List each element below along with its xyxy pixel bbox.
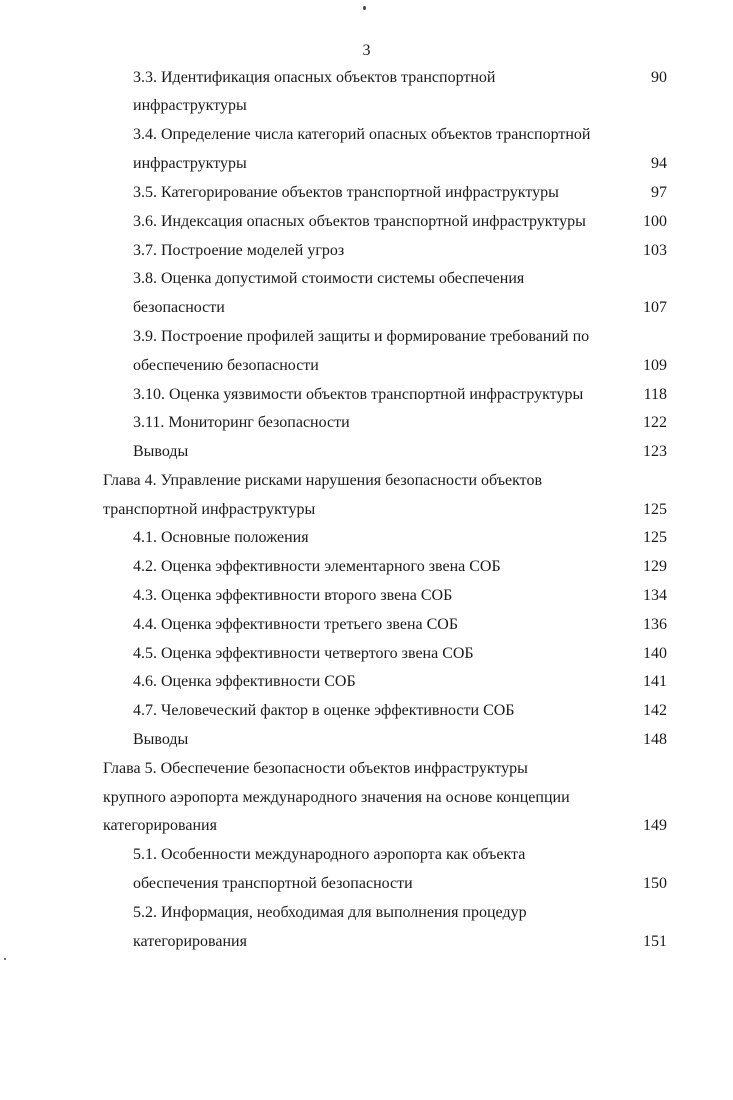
- toc-chapter-5-line-2: крупного аэропорта международного значения на основе концепции: [103, 789, 570, 806]
- toc-entry-3-4-line-2: инфраструктуры: [133, 155, 247, 172]
- toc-entry-3-10-page: 118: [643, 386, 667, 403]
- toc-entry-5-2-line-2: категорирования: [133, 933, 247, 950]
- toc-entry-3-7-page: 103: [643, 242, 667, 259]
- toc-chapter-5-line-1: Глава 5. Обеспечение безопасности объектов инфраструктуры: [103, 760, 528, 777]
- toc-entry-4-1-page: 125: [643, 529, 667, 546]
- toc-entry-3-9-page: 109: [643, 357, 667, 374]
- toc-entry-5-1-line-2: обеспечения транспортной безопасности: [133, 875, 413, 892]
- toc-entry-3-8-line-2: безопасности: [133, 299, 225, 316]
- toc-entry-4-6-page: 141: [643, 673, 667, 690]
- toc-entry-4-2: 4.2. Оценка эффективности элементарного звена СОБ: [133, 558, 501, 575]
- toc-chapter-4-line-1: Глава 4. Управление рисками нарушения безопасности объектов: [103, 472, 543, 489]
- toc-entry-4-6: 4.6. Оценка эффективности СОБ: [133, 673, 356, 690]
- toc-entry-3-9-line-1: 3.9. Построение профилей защиты и формирование требований по: [133, 328, 590, 345]
- toc-entry-3-10: 3.10. Оценка уязвимости объектов транспортной инфраструктуры: [133, 386, 584, 403]
- toc-entry-3-11-page: 122: [643, 414, 667, 431]
- toc-entry-3-6: 3.6. Индексация опасных объектов транспортной инфраструктуры: [133, 213, 586, 230]
- toc-chapter-5-page: 149: [643, 817, 667, 834]
- toc-entry-conclusions-4: Выводы: [133, 731, 189, 748]
- toc-entry-4-1: 4.1. Основные положения: [133, 529, 309, 546]
- toc-entry-3-6-page: 100: [643, 213, 667, 230]
- toc-entry-3-5: 3.5. Категорирование объектов транспортной инфраструктуры: [133, 184, 559, 201]
- toc-chapter-5-line-3: категорирования: [103, 817, 217, 834]
- toc-entry-3-9-line-2: обеспечению безопасности: [133, 357, 319, 374]
- toc-entry-4-4: 4.4. Оценка эффективности третьего звена СОБ: [133, 616, 459, 633]
- toc-entry-5-2-page: 151: [643, 933, 667, 950]
- toc-entry-conclusions-3: Выводы: [133, 443, 189, 460]
- toc-entry-3-4-line-1: 3.4. Определение числа категорий опасных объектов транспортной: [133, 126, 591, 143]
- toc-entry-3-4-page: 94: [651, 155, 667, 172]
- toc-entry-4-5-page: 140: [643, 645, 667, 662]
- toc-entry-3-7: 3.7. Построение моделей угроз: [133, 242, 345, 259]
- toc-chapter-4-page: 125: [643, 501, 667, 518]
- toc-entry-3-3-line-2: инфраструктуры: [133, 97, 247, 114]
- toc-chapter-4-line-2: транспортной инфраструктуры: [103, 501, 316, 518]
- toc-entry-conclusions-4-page: 148: [643, 731, 667, 748]
- toc-entry-3-11: 3.11. Мониторинг безопасности: [133, 414, 350, 431]
- scan-speck: [4, 958, 6, 960]
- toc-entry-3-3-line-1: 3.3. Идентификация опасных объектов транспортной: [133, 69, 496, 86]
- toc-entry-5-1-line-1: 5.1. Особенности международного аэропорта как объекта: [133, 846, 526, 863]
- toc-entry-4-5: 4.5. Оценка эффективности четвертого звена СОБ: [133, 645, 474, 662]
- toc-entry-3-8-page: 107: [643, 299, 667, 316]
- toc-entry-5-2-line-1: 5.2. Информация, необходимая для выполнения процедур: [133, 904, 527, 921]
- toc-entry-3-5-page: 97: [651, 184, 667, 201]
- toc-entry-4-7-page: 142: [643, 702, 667, 719]
- page-number: 3: [362, 42, 371, 59]
- toc-entry-4-4-page: 136: [643, 616, 667, 633]
- toc-entry-4-3-page: 134: [643, 587, 667, 604]
- toc-entry-5-1-page: 150: [643, 875, 667, 892]
- toc-entry-conclusions-3-page: 123: [643, 443, 667, 460]
- toc-entry-4-7: 4.7. Человеческий фактор в оценке эффективности СОБ: [133, 702, 515, 719]
- toc-entry-4-2-page: 129: [643, 558, 667, 575]
- toc-entry-3-8-line-1: 3.8. Оценка допустимой стоимости системы обеспечения: [133, 270, 525, 287]
- scan-speck: [363, 6, 366, 10]
- toc-entry-3-3-page: 90: [651, 69, 667, 86]
- toc-entry-4-3: 4.3. Оценка эффективности второго звена СОБ: [133, 587, 453, 604]
